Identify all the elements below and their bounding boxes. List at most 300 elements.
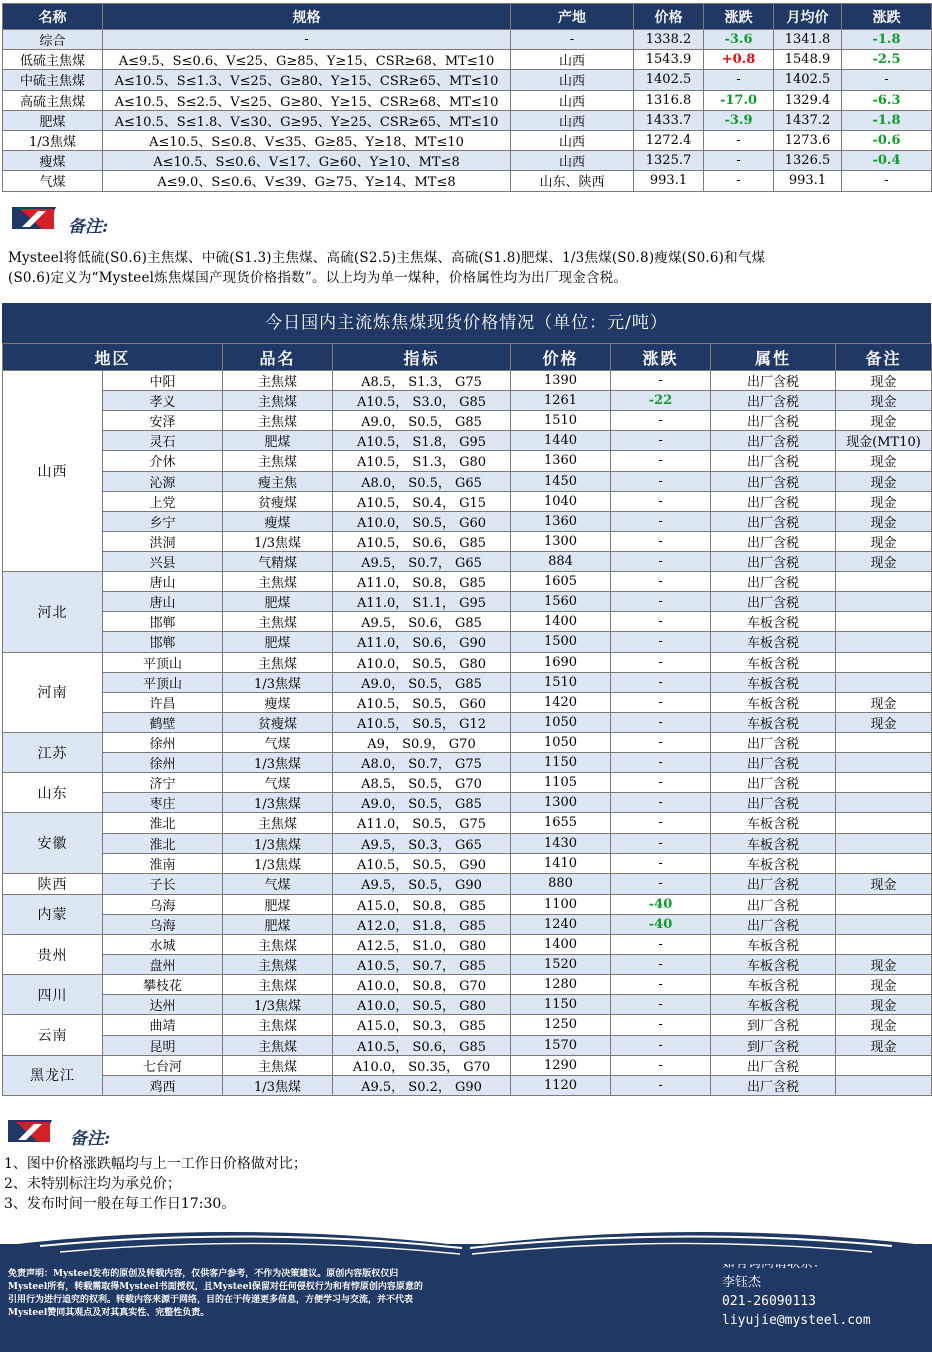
indicator-cell: A10.5， S0.6， G85 [333,531,511,551]
index-spec-cell: A≤10.5、S≤1.3、V≤25、G≥80、Y≥15、CSR≥65、MT≤10 [103,70,511,90]
remark-cell [836,753,932,773]
remark-cell [836,813,932,833]
attribute-cell: 出厂含税 [711,531,836,551]
price-cell: 1040 [511,491,611,511]
note2-item: 1、图中价格涨跌幅均与上一工作日价格做对比； [4,1156,307,1172]
header-product: 品名 [223,344,333,371]
price-cell: 1450 [511,471,611,491]
index-avg-change-cell: - [842,70,932,90]
product-cell: 1/3焦煤 [223,672,333,692]
index-price-cell: 1543.9 [634,50,704,70]
product-cell: 主焦煤 [223,572,333,592]
index-price-cell: 1316.8 [634,90,704,110]
header-attribute: 属性 [711,344,836,371]
product-cell: 主焦煤 [223,451,333,471]
spot-table-row [3,934,932,954]
attribute-cell: 出厂含税 [711,391,836,411]
remark-cell [836,773,932,793]
city-cell: 攀枝花 [103,975,223,995]
attribute-cell: 车板含税 [711,995,836,1015]
index-name-cell: 肥煤 [3,110,103,130]
price-cell: 1520 [511,955,611,975]
city-cell: 邯郸 [103,632,223,652]
index-avg-change-cell: -0.4 [842,151,932,171]
disclaimer-text: 免责声明：Mysteel发布的原创及转载内容，仅供客户参考，不作为决策建议。原创内容版权仅归Mysteel所有，转载需取得Mysteel书面授权，且Mysteel保留对任何侵权行为和有悖原创内容原意的引用行为进行追究的权利。转载内容来源于网络，目的在于传递更多信息，方便学习与交流，并不代表Mysteel赞同其观点及对其真实性、完整性负责。 [8,1269,423,1318]
attribute-cell: 车板含税 [711,632,836,652]
change-cell: - [611,652,711,672]
product-cell: 主焦煤 [223,411,333,431]
attribute-cell: 出厂含税 [711,511,836,531]
spot-table-row [3,955,932,975]
indicator-cell: A10.5， S0.6， G85 [333,1035,511,1055]
city-cell: 介休 [103,451,223,471]
index-price-cell: 1402.5 [634,70,704,90]
header-indicator: 指标 [333,344,511,371]
attribute-cell: 车板含税 [711,652,836,672]
spot-table-row [3,612,932,632]
header-monthly-avg: 月均价 [774,4,842,30]
region-cell: 内蒙 [3,894,103,934]
change-cell: - [611,853,711,873]
change-cell: - [611,753,711,773]
attribute-cell: 车板含税 [711,975,836,995]
index-table-row [3,70,932,90]
indicator-cell: A12.5， S1.0， G80 [333,934,511,954]
price-cell: 1560 [511,592,611,612]
price-cell: 884 [511,551,611,571]
index-spec-cell: - [103,30,511,50]
city-cell: 子长 [103,873,223,894]
remark-cell: 现金 [836,995,932,1015]
region-cell: 山东 [3,773,103,813]
spot-table-row [3,371,932,391]
indicator-cell: A9.5， S0.2， G90 [333,1075,511,1095]
spot-table-row [3,712,932,732]
index-table-row [3,110,932,130]
spot-table-row [3,1055,932,1075]
change-cell: - [611,431,711,451]
indicator-cell: A15.0， S0.8， G85 [333,894,511,914]
price-cell: 1290 [511,1055,611,1075]
city-cell: 枣庄 [103,793,223,813]
city-cell: 平顶山 [103,652,223,672]
index-avg-cell: 1341.8 [774,30,842,50]
index-spec-cell: A≤9.0、S≤0.6、V≤39、G≥75、Y≥14、MT≤8 [103,171,511,191]
indicator-cell: A9.5， S0.7， G65 [333,551,511,571]
remark-cell: 现金 [836,692,932,712]
change-cell: - [611,1015,711,1035]
city-cell: 淮南 [103,853,223,873]
product-cell: 主焦煤 [223,813,333,833]
attribute-cell: 出厂含税 [711,431,836,451]
change-cell: - [611,732,711,752]
spot-table-row [3,692,932,712]
spot-table-row [3,833,932,853]
index-table-row [3,130,932,150]
remark-cell: 现金 [836,371,932,391]
attribute-cell: 车板含税 [711,612,836,632]
indicator-cell: A9.5， S0.6， G85 [333,612,511,632]
city-cell: 唐山 [103,572,223,592]
change-cell: -22 [611,391,711,411]
indicator-cell: A9， S0.9， G70 [333,732,511,752]
spot-table-row [3,411,932,431]
price-cell: 1150 [511,753,611,773]
city-cell: 灵石 [103,431,223,451]
change-cell: - [611,955,711,975]
change-cell: - [611,451,711,471]
attribute-cell: 车板含税 [711,955,836,975]
spot-table-header [3,344,932,371]
remark-cell: 现金 [836,491,932,511]
price-cell: 1570 [511,1035,611,1055]
price-cell: 1120 [511,1075,611,1095]
remark-cell: 现金 [836,451,932,471]
index-avg-cell: 1326.5 [774,151,842,171]
change-cell: - [611,531,711,551]
indicator-cell: A9.5， S0.5， G90 [333,873,511,894]
header-price: 价格 [634,4,704,30]
product-cell: 肥煤 [223,914,333,934]
indicator-cell: A8.5， S1.3， G75 [333,371,511,391]
price-cell: 1655 [511,813,611,833]
spot-table-body [3,371,932,1096]
indicator-cell: A10.5， S3.0， G85 [333,391,511,411]
city-cell: 平顶山 [103,672,223,692]
price-cell: 1150 [511,995,611,1015]
change-cell: - [611,491,711,511]
contact-block [722,1254,871,1330]
region-cell: 四川 [3,975,103,1015]
spot-table-row [3,1035,932,1055]
contact-name: 李钰杰 [722,1275,762,1290]
region-cell: 河南 [3,652,103,732]
city-cell: 许昌 [103,692,223,712]
index-spec-cell: A≤10.5、S≤2.5、V≤25、G≥80、Y≥15、CSR≥68、MT≤10 [103,90,511,110]
city-cell: 昆明 [103,1035,223,1055]
header-remark: 备注 [836,344,932,371]
index-price-cell: 1338.2 [634,30,704,50]
region-cell: 江苏 [3,732,103,772]
region-cell: 云南 [3,1015,103,1055]
city-cell: 淮北 [103,833,223,853]
spot-table-row [3,531,932,551]
index-table-header [3,4,932,30]
contact-email[interactable]: liyujie@mysteel.com [722,1313,871,1328]
spot-price-table [2,343,932,1096]
spot-table-row [3,914,932,934]
change-cell: - [611,873,711,894]
price-cell: 1510 [511,672,611,692]
change-cell: - [611,632,711,652]
attribute-cell: 出厂含税 [711,411,836,431]
price-cell: 1500 [511,632,611,652]
remark-cell: 现金 [836,955,932,975]
price-cell: 1390 [511,371,611,391]
index-avg-change-cell: -0.6 [842,130,932,150]
spot-table-row [3,773,932,793]
spot-table-row [3,873,932,894]
price-cell: 1440 [511,431,611,451]
price-cell: 1605 [511,572,611,592]
spot-table-row [3,995,932,1015]
price-cell: 1400 [511,612,611,632]
attribute-cell: 车板含税 [711,813,836,833]
indicator-cell: A11.0， S0.5， G75 [333,813,511,833]
spot-table-row [3,632,932,652]
attribute-cell: 车板含税 [711,833,836,853]
attribute-cell: 到厂含税 [711,1035,836,1055]
remark-cell [836,894,932,914]
remark-cell [836,793,932,813]
indicator-cell: A9.0， S0.5， G85 [333,793,511,813]
remark-cell: 现金 [836,411,932,431]
attribute-cell: 出厂含税 [711,592,836,612]
spot-table-row [3,551,932,571]
city-cell: 七台河 [103,1055,223,1075]
product-cell: 主焦煤 [223,391,333,411]
product-cell: 气精煤 [223,551,333,571]
remark-cell [836,632,932,652]
change-cell: - [611,511,711,531]
indicator-cell: A11.0， S1.1， G95 [333,592,511,612]
city-cell: 淮北 [103,813,223,833]
index-avg-cell: 1548.9 [774,50,842,70]
price-cell: 1050 [511,732,611,752]
index-price-table [2,3,932,192]
price-cell: 1100 [511,894,611,914]
city-cell: 孝义 [103,391,223,411]
attribute-cell: 到厂含税 [711,1015,836,1035]
product-cell: 主焦煤 [223,1055,333,1075]
attribute-cell: 出厂含税 [711,914,836,934]
city-cell: 唐山 [103,592,223,612]
product-cell: 主焦煤 [223,1015,333,1035]
index-name-cell: 瘦煤 [3,151,103,171]
city-cell: 徐州 [103,753,223,773]
change-cell: - [611,712,711,732]
index-table-body [3,30,932,192]
spot-table-row [3,511,932,531]
city-cell: 中阳 [103,371,223,391]
city-cell: 曲靖 [103,1015,223,1035]
indicator-cell: A9.0， S0.5， G85 [333,411,511,431]
attribute-cell: 车板含税 [711,934,836,954]
index-price-cell: 1325.7 [634,151,704,171]
product-cell: 气煤 [223,773,333,793]
remark-cell [836,572,932,592]
product-cell: 主焦煤 [223,975,333,995]
attribute-cell: 车板含税 [711,712,836,732]
product-cell: 主焦煤 [223,612,333,632]
index-change-cell: - [704,130,774,150]
index-table-row [3,50,932,70]
header-price: 价格 [511,344,611,371]
indicator-cell: A10.5， S0.4， G15 [333,491,511,511]
product-cell: 1/3焦煤 [223,753,333,773]
mysteel-note-logo-icon [8,1118,60,1144]
index-origin-cell: 山西 [511,151,634,171]
change-cell: - [611,692,711,712]
remark-cell [836,612,932,632]
index-origin-cell: 山西 [511,90,634,110]
product-cell: 贫瘦煤 [223,712,333,732]
city-cell: 上党 [103,491,223,511]
attribute-cell: 出厂含税 [711,491,836,511]
remark-cell: 现金 [836,471,932,491]
remark-cell [836,672,932,692]
product-cell: 贫瘦煤 [223,491,333,511]
index-avg-cell: 1329.4 [774,90,842,110]
price-cell: 1050 [511,712,611,732]
city-cell: 鸡西 [103,1075,223,1095]
header-origin: 产地 [511,4,634,30]
attribute-cell: 出厂含税 [711,1055,836,1075]
product-cell: 肥煤 [223,894,333,914]
city-cell: 邯郸 [103,612,223,632]
spot-table-row [3,592,932,612]
indicator-cell: A10.5， S1.8， G95 [333,431,511,451]
index-avg-change-cell: - [842,171,932,191]
index-table-row [3,171,932,191]
index-change-cell: - [704,70,774,90]
region-cell: 黑龙江 [3,1055,103,1095]
indicator-cell: A10.0， S0.8， G70 [333,975,511,995]
indicator-cell: A8.0， S0.5， G65 [333,471,511,491]
price-cell: 1300 [511,531,611,551]
spot-table-row [3,431,932,451]
remark-cell: 现金 [836,1035,932,1055]
change-cell: - [611,371,711,391]
note1-text [8,248,924,288]
index-origin-cell: 山西 [511,130,634,150]
remark-cell: 现金 [836,975,932,995]
product-cell: 气煤 [223,873,333,894]
contact-phone: 021-26090113 [722,1294,816,1309]
product-cell: 瘦煤 [223,692,333,712]
price-cell: 880 [511,873,611,894]
product-cell: 1/3焦煤 [223,1075,333,1095]
product-cell: 1/3焦煤 [223,833,333,853]
header-change: 涨跌 [704,4,774,30]
spot-table-row [3,853,932,873]
indicator-cell: A10.0， S0.5， G60 [333,511,511,531]
city-cell: 达州 [103,995,223,1015]
change-cell: -40 [611,914,711,934]
change-cell: - [611,411,711,431]
attribute-cell: 车板含税 [711,853,836,873]
city-cell: 盘州 [103,955,223,975]
spot-table-row [3,572,932,592]
open-book-decoration-icon [0,1224,932,1264]
remark-cell [836,732,932,752]
index-spec-cell: A≤10.5、S≤1.8、V≤30、G≥95、Y≥25、CSR≥65、MT≤10 [103,110,511,130]
spot-table-row [3,813,932,833]
price-cell: 1280 [511,975,611,995]
region-cell: 陕西 [3,873,103,894]
city-cell: 洪洞 [103,531,223,551]
indicator-cell: A8.0， S0.7， G75 [333,753,511,773]
change-cell: - [611,793,711,813]
index-change-cell: -17.0 [704,90,774,110]
attribute-cell: 出厂含税 [711,572,836,592]
spot-table-row [3,793,932,813]
remark-cell [836,914,932,934]
index-change-cell: +0.8 [704,50,774,70]
attribute-cell: 出厂含税 [711,371,836,391]
change-cell: - [611,471,711,491]
note2-item: 2、未特别标注均为承兑价； [4,1176,181,1192]
index-avg-cell: 1273.6 [774,130,842,150]
remark-cell: 现金 [836,873,932,894]
change-cell: -40 [611,894,711,914]
index-origin-cell: - [511,30,634,50]
mysteel-note-logo-icon [12,205,64,231]
spot-table-row [3,491,932,511]
price-cell: 1510 [511,411,611,431]
change-cell: - [611,672,711,692]
index-price-cell: 1272.4 [634,130,704,150]
product-cell: 肥煤 [223,592,333,612]
indicator-cell: A8.5， S0.5， G70 [333,773,511,793]
index-price-cell: 1433.7 [634,110,704,130]
note1-title: 备注: [68,217,109,237]
index-origin-cell: 山西 [511,70,634,90]
product-cell: 主焦煤 [223,652,333,672]
region-cell: 贵州 [3,934,103,974]
price-cell: 1360 [511,511,611,531]
price-cell: 1300 [511,793,611,813]
index-change-cell: - [704,151,774,171]
index-avg-cell: 1402.5 [774,70,842,90]
region-cell: 安徽 [3,813,103,873]
index-avg-cell: 993.1 [774,171,842,191]
indicator-cell: A10.5， S1.3， G80 [333,451,511,471]
change-cell: - [611,995,711,1015]
region-cell: 山西 [3,371,103,572]
index-table-row [3,30,932,50]
indicator-cell: A11.0， S0.6， G90 [333,632,511,652]
note1-line: (S0.6)定义为“Mysteel炼焦煤国产现货价格指数”。以上均为单一煤种，价格属性均为出厂现金含税。 [8,270,628,286]
indicator-cell: A9.5， S0.3， G65 [333,833,511,853]
product-cell: 1/3焦煤 [223,793,333,813]
price-cell: 1430 [511,833,611,853]
price-cell: 1690 [511,652,611,672]
index-spec-cell: A≤9.5、S≤0.6、V≤25、G≥85、Y≥15、CSR≥68、MT≤10 [103,50,511,70]
price-cell: 1240 [511,914,611,934]
spot-table-row [3,471,932,491]
remark-cell: 现金 [836,531,932,551]
remark-cell [836,652,932,672]
index-avg-change-cell: -1.8 [842,110,932,130]
spot-table-title: 今日国内主流炼焦煤现货价格情况（单位：元/吨） [2,303,931,343]
product-cell: 主焦煤 [223,1035,333,1055]
change-cell: - [611,592,711,612]
index-avg-change-cell: -6.3 [842,90,932,110]
remark-cell: 现金(MT10) [836,431,932,451]
attribute-cell: 出厂含税 [711,753,836,773]
spot-table-row [3,894,932,914]
city-cell: 水城 [103,934,223,954]
indicator-cell: A10.0， S0.35， G70 [333,1055,511,1075]
change-cell: - [611,833,711,853]
product-cell: 瘦主焦 [223,471,333,491]
spot-table-row [3,391,932,411]
attribute-cell: 出厂含税 [711,471,836,491]
spot-table-row [3,652,932,672]
note1-line: Mysteel将低硫(S0.6)主焦煤、中硫(S1.3)主焦煤、高硫(S2.5)主焦煤、高硫(S1.8)肥煤、1/3焦煤(S0.8)瘦煤(S0.6)和气煤 [8,250,766,266]
index-name-cell: 气煤 [3,171,103,191]
